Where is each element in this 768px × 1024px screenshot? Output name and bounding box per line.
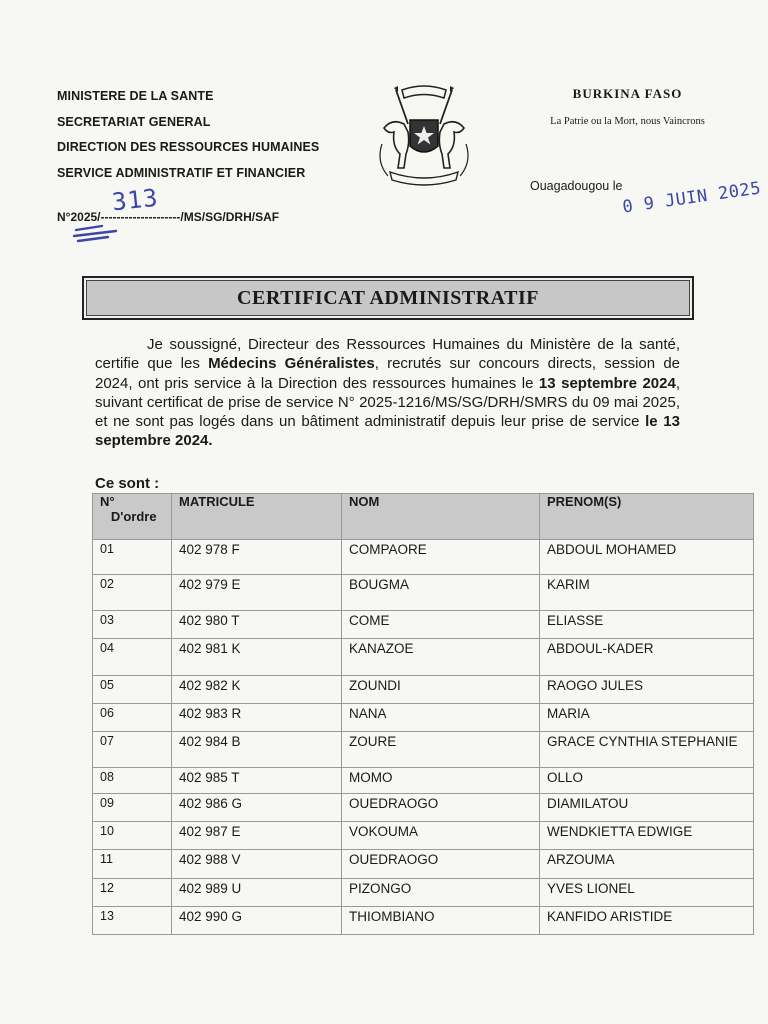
cell-order-number: 04 bbox=[93, 639, 172, 676]
table-row bbox=[93, 822, 754, 850]
reference-number: N°2025/--------------------/MS/SG/DRH/SAF bbox=[57, 210, 280, 224]
cell-order-number: 02 bbox=[93, 575, 172, 611]
list-intro: Ce sont : bbox=[95, 475, 160, 492]
table-row bbox=[93, 575, 754, 611]
header-matricule: MATRICULE bbox=[172, 494, 342, 540]
cell-order-number: 11 bbox=[93, 850, 172, 879]
cell-matricule: 402 980 T bbox=[172, 611, 342, 639]
cell-matricule: 402 979 E bbox=[172, 575, 342, 611]
ministry-line: SECRETARIAT GENERAL bbox=[57, 114, 211, 129]
header-order-label: D'ordre bbox=[110, 509, 157, 524]
cell-order-number: 06 bbox=[93, 704, 172, 732]
reference-stamp: 313 bbox=[110, 183, 160, 217]
cell-nom: NANA bbox=[342, 704, 540, 732]
ink-scribble-icon bbox=[72, 222, 124, 244]
body-bold-part: Médecins Généralistes bbox=[208, 355, 375, 373]
cell-matricule: 402 984 B bbox=[172, 732, 342, 768]
cell-matricule: 402 982 K bbox=[172, 676, 342, 704]
cell-prenoms: MARIA bbox=[540, 704, 754, 732]
cell-prenoms: ELIASSE bbox=[540, 611, 754, 639]
table-row bbox=[93, 704, 754, 732]
cell-nom: ZOUNDI bbox=[342, 676, 540, 704]
cell-nom: COMPAORE bbox=[342, 540, 540, 575]
header-no-label: N° bbox=[100, 494, 115, 509]
body-text-part: , suivant certificat de prise de service N° 2025-1216/MS/SG/DRH/SMRS du 09 mai 2025, et ne sont pas logés dans un bâtiment administratif depuis leur prise de service bbox=[95, 374, 680, 431]
doctors-table bbox=[92, 493, 754, 935]
cell-order-number: 01 bbox=[93, 540, 172, 575]
cell-nom: OUEDRAOGO bbox=[342, 794, 540, 822]
country-name: BURKINA FASO bbox=[572, 86, 683, 101]
cell-prenoms: ABDOUL MOHAMED bbox=[540, 540, 754, 575]
cell-order-number: 08 bbox=[93, 768, 172, 794]
table-row bbox=[93, 732, 754, 768]
cell-nom: BOUGMA bbox=[342, 575, 540, 611]
cell-order-number: 03 bbox=[93, 611, 172, 639]
table-row bbox=[93, 611, 754, 639]
body-bold-part: 13 septembre 2024 bbox=[538, 374, 676, 392]
table-header-row bbox=[93, 494, 754, 540]
cell-nom: COME bbox=[342, 611, 540, 639]
table-body bbox=[93, 540, 754, 935]
table-row bbox=[93, 639, 754, 676]
table-row bbox=[93, 794, 754, 822]
cell-order-number: 13 bbox=[93, 907, 172, 935]
cell-order-number: 05 bbox=[93, 676, 172, 704]
cell-matricule: 402 990 G bbox=[172, 907, 342, 935]
cell-matricule: 402 981 K bbox=[172, 639, 342, 676]
document-title: CERTIFICAT ADMINISTRATIF bbox=[237, 286, 539, 309]
cell-prenoms: YVES LIONEL bbox=[540, 879, 754, 907]
date-stamp: 0 9 JUIN 2025 bbox=[621, 178, 763, 218]
cell-matricule: 402 983 R bbox=[172, 704, 342, 732]
cell-order-number: 12 bbox=[93, 879, 172, 907]
cell-nom: KANAZOE bbox=[342, 639, 540, 676]
cell-order-number: 07 bbox=[93, 732, 172, 768]
cell-nom: MOMO bbox=[342, 768, 540, 794]
cell-matricule: 402 989 U bbox=[172, 879, 342, 907]
ministry-header bbox=[57, 84, 319, 186]
header-prenoms: PRENOM(S) bbox=[540, 494, 754, 540]
body-bold-part: le 13 septembre 2024. bbox=[95, 413, 680, 450]
document-title-box bbox=[82, 276, 694, 320]
cell-prenoms: GRACE CYNTHIA STEPHANIE bbox=[540, 732, 754, 768]
certificate-body bbox=[95, 335, 680, 451]
place-label: Ouagadougou le bbox=[530, 179, 623, 193]
cell-order-number: 09 bbox=[93, 794, 172, 822]
header-order-number bbox=[93, 494, 172, 540]
cell-matricule: 402 978 F bbox=[172, 540, 342, 575]
cell-matricule: 402 985 T bbox=[172, 768, 342, 794]
cell-prenoms: ARZOUMA bbox=[540, 850, 754, 879]
cell-nom: THIOMBIANO bbox=[342, 907, 540, 935]
table-row bbox=[93, 676, 754, 704]
cell-prenoms: DIAMILATOU bbox=[540, 794, 754, 822]
header-nom: NOM bbox=[342, 494, 540, 540]
table-row bbox=[93, 768, 754, 794]
cell-prenoms: KANFIDO ARISTIDE bbox=[540, 907, 754, 935]
table-row bbox=[93, 540, 754, 575]
ministry-line: SERVICE ADMINISTRATIF ET FINANCIER bbox=[57, 165, 306, 180]
national-motto: La Patrie ou la Mort, nous Vaincrons bbox=[550, 116, 705, 127]
cell-prenoms: KARIM bbox=[540, 575, 754, 611]
body-text-part: , recrutés sur concours directs, session de 2024, ont pris service à la Direction des ressources humaines le bbox=[95, 355, 680, 392]
cell-matricule: 402 986 G bbox=[172, 794, 342, 822]
cell-nom: VOKOUMA bbox=[342, 822, 540, 850]
table-row bbox=[93, 907, 754, 935]
cell-nom: ZOURE bbox=[342, 732, 540, 768]
ministry-line: DIRECTION DES RESSOURCES HUMAINES bbox=[57, 140, 320, 154]
cell-prenoms: RAOGO JULES bbox=[540, 676, 754, 704]
cell-prenoms: WENDKIETTA EDWIGE bbox=[540, 822, 754, 850]
ministry-line: MINISTERE DE LA SANTE bbox=[57, 89, 214, 103]
country-header bbox=[520, 84, 735, 127]
cell-order-number: 10 bbox=[93, 822, 172, 850]
burkina-coat-of-arms-icon bbox=[374, 84, 474, 194]
table-row bbox=[93, 850, 754, 879]
body-text-part: Je soussigné, Directeur des Ressources Humaines du Ministère de la santé, certifie que les bbox=[95, 336, 680, 373]
cell-prenoms: ABDOUL-KADER bbox=[540, 639, 754, 676]
cell-nom: PIZONGO bbox=[342, 879, 540, 907]
cell-prenoms: OLLO bbox=[540, 768, 754, 794]
cell-nom: OUEDRAOGO bbox=[342, 850, 540, 879]
table-row bbox=[93, 879, 754, 907]
cell-matricule: 402 987 E bbox=[172, 822, 342, 850]
cell-matricule: 402 988 V bbox=[172, 850, 342, 879]
